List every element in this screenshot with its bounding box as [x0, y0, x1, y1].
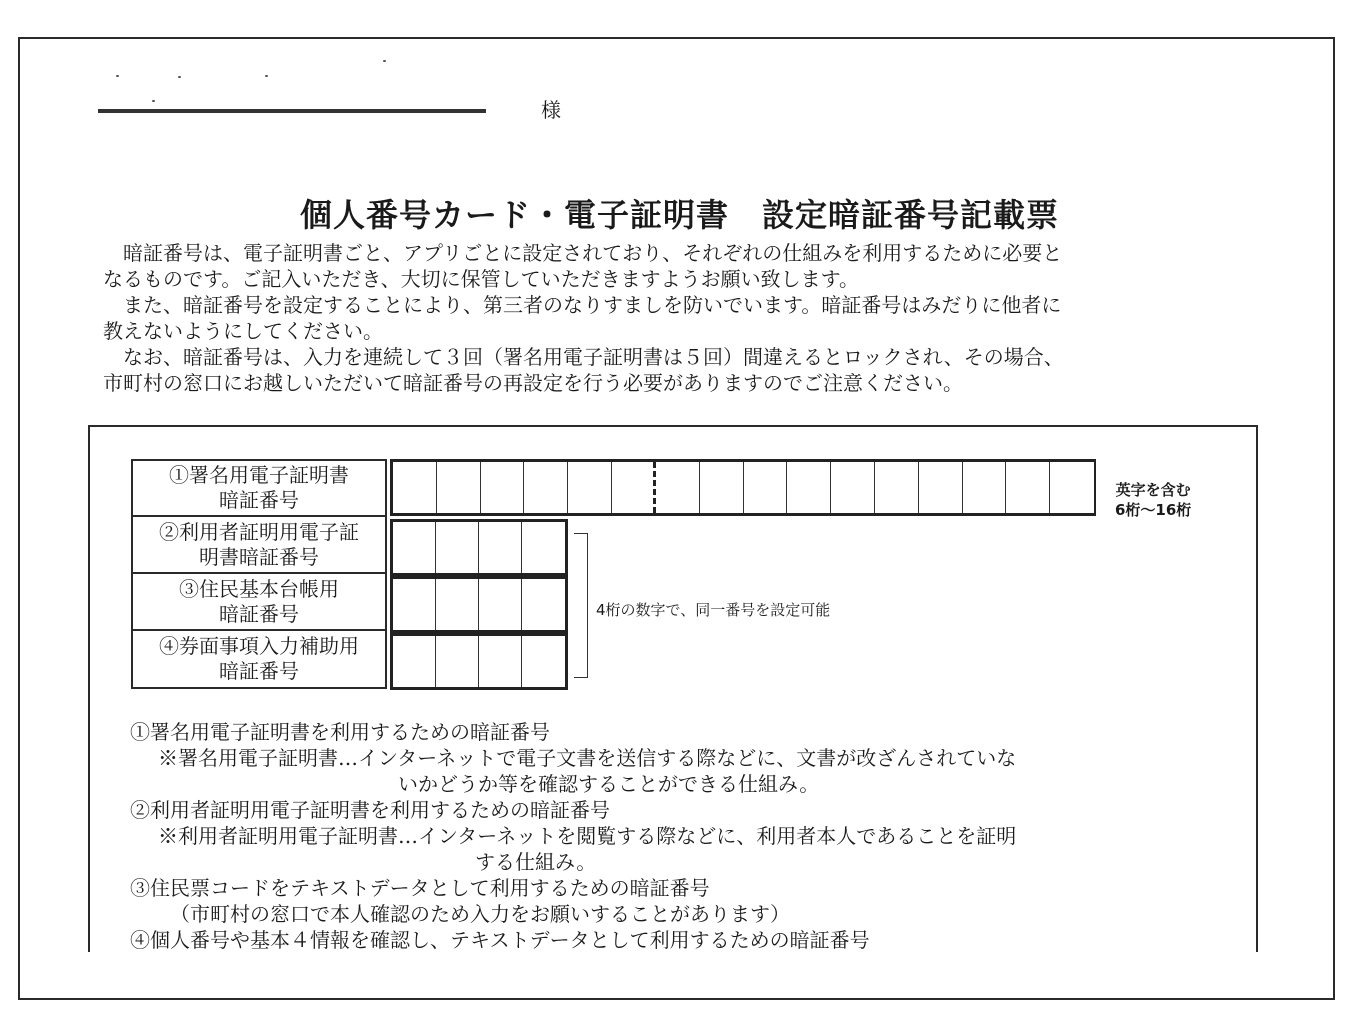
scan-speck [178, 76, 181, 78]
pin-digit-cell[interactable] [393, 579, 436, 630]
pin-digit-cell[interactable] [919, 462, 963, 513]
note-heading: ③住民票コードをテキストデータとして利用するための暗証番号 [130, 876, 710, 900]
pin-label-line: ②利用者証明用電子証 [159, 519, 359, 544]
note-detail: いかどうか等を確認することができる仕組み。 [398, 772, 820, 796]
pin-label-line: 暗証番号 [219, 659, 299, 683]
intro-line: なるものです。ご記入いただき、大切に保管していただきますようお願い致します。 [103, 267, 859, 291]
pin-digit-cell[interactable] [522, 636, 565, 687]
pin-digit-cell[interactable] [436, 636, 479, 687]
scan-speck [383, 60, 386, 62]
pin-digit-cell[interactable] [524, 462, 568, 513]
note-detail: （市町村の窓口で本人確認のため入力をお願いすることがあります） [170, 902, 790, 926]
pin-digit-cell[interactable] [393, 462, 437, 513]
pin-digit-cell[interactable] [1050, 462, 1094, 513]
document-title: 個人番号カード・電子証明書 設定暗証番号記載票 [299, 196, 1059, 234]
pin-label-line: ④券面事項入力補助用 [159, 634, 359, 658]
pin-digit-cell[interactable] [700, 462, 744, 513]
scan-speck [265, 75, 268, 77]
pin-label-card-info-input [131, 630, 387, 689]
intro-line: 教えないようにしてください。 [103, 319, 383, 343]
pin-label-signature [131, 459, 387, 516]
recipient-name-line [98, 109, 486, 113]
pin-cells-card-info-input[interactable] [390, 633, 568, 690]
pin-label-line: 暗証番号 [219, 488, 299, 512]
note-detail: する仕組み。 [475, 850, 597, 874]
pin-label-user-certificate [131, 516, 387, 573]
pin-digit-cell[interactable] [437, 462, 481, 513]
pin-digit-cell[interactable] [612, 462, 656, 513]
note-heading: ④個人番号や基本４情報を確認し、テキストデータとして利用するための暗証番号 [130, 928, 870, 952]
note-detail: ※利用者証明用電子証明書…インターネットを閲覧する際などに、利用者本人であることを証明 [158, 824, 1017, 848]
pin-digit-cell[interactable] [831, 462, 875, 513]
pin-cells-resident-registry[interactable] [390, 576, 568, 633]
pin-cells-signature[interactable] [390, 459, 1096, 516]
intro-line: なお、暗証番号は、入力を連続して３回（署名用電子証明書は５回）間違えるとロックされ、その場合、 [123, 345, 1064, 369]
pin-cells-user-certificate[interactable] [390, 519, 568, 576]
pin-digit-cell[interactable] [481, 462, 525, 513]
pin-digit-cell[interactable] [1006, 462, 1050, 513]
pin-length-note-line: 6桁～16桁 [1115, 501, 1192, 519]
pin-explanations [130, 719, 1016, 953]
pin-digit-cell[interactable] [656, 462, 700, 513]
pin-label-line: 暗証番号 [219, 601, 299, 626]
pin-label-line: 明書暗証番号 [199, 544, 319, 569]
pin-digit-cell[interactable] [436, 522, 479, 573]
honorific: 様 [541, 98, 561, 122]
intro-line: また、暗証番号を設定することにより、第三者のなりすましを防いでいます。暗証番号はみだりに他者に [123, 293, 1062, 317]
pin-digit-cell[interactable] [522, 522, 565, 573]
shared-pin-bracket [574, 533, 588, 678]
pin-digit-cell[interactable] [875, 462, 919, 513]
pin-digit-cell[interactable] [479, 579, 522, 630]
intro-paragraph [103, 240, 1263, 396]
intro-line: 暗証番号は、電子証明書ごと、アプリごとに設定されており、それぞれの仕組みを利用するために必要と [123, 241, 1063, 265]
note-detail: ※署名用電子証明書…インターネットで電子文書を送信する際などに、文書が改ざんされていな [158, 746, 1017, 770]
pin-label-resident-registry [131, 573, 387, 630]
pin-digit-cell[interactable] [963, 462, 1007, 513]
pin-label-line: ③住民基本台帳用 [179, 576, 339, 601]
scan-speck [116, 75, 119, 77]
pin-digit-cell[interactable] [479, 636, 522, 687]
shared-pin-note: 4桁の数字で、同一番号を設定可能 [596, 601, 831, 619]
note-heading: ①署名用電子証明書を利用するための暗証番号 [130, 720, 550, 744]
pin-length-note [1115, 480, 1191, 520]
pin-digit-cell[interactable] [787, 462, 831, 513]
pin-digit-cell[interactable] [393, 636, 436, 687]
pin-digit-cell[interactable] [568, 462, 612, 513]
scan-speck [152, 100, 155, 102]
pin-digit-cell[interactable] [393, 522, 436, 573]
pin-digit-cell[interactable] [744, 462, 788, 513]
intro-line: 市町村の窓口にお越しいただいて暗証番号の再設定を行う必要がありますのでご注意ください。 [103, 371, 963, 395]
pin-digit-cell[interactable] [436, 579, 479, 630]
note-heading: ②利用者証明用電子証明書を利用するための暗証番号 [130, 798, 610, 822]
pin-digit-cell[interactable] [522, 579, 565, 630]
pin-digit-cell[interactable] [479, 522, 522, 573]
pin-length-note-line: 英字を含む [1115, 481, 1191, 499]
pin-label-line: ①署名用電子証明書 [169, 463, 349, 487]
